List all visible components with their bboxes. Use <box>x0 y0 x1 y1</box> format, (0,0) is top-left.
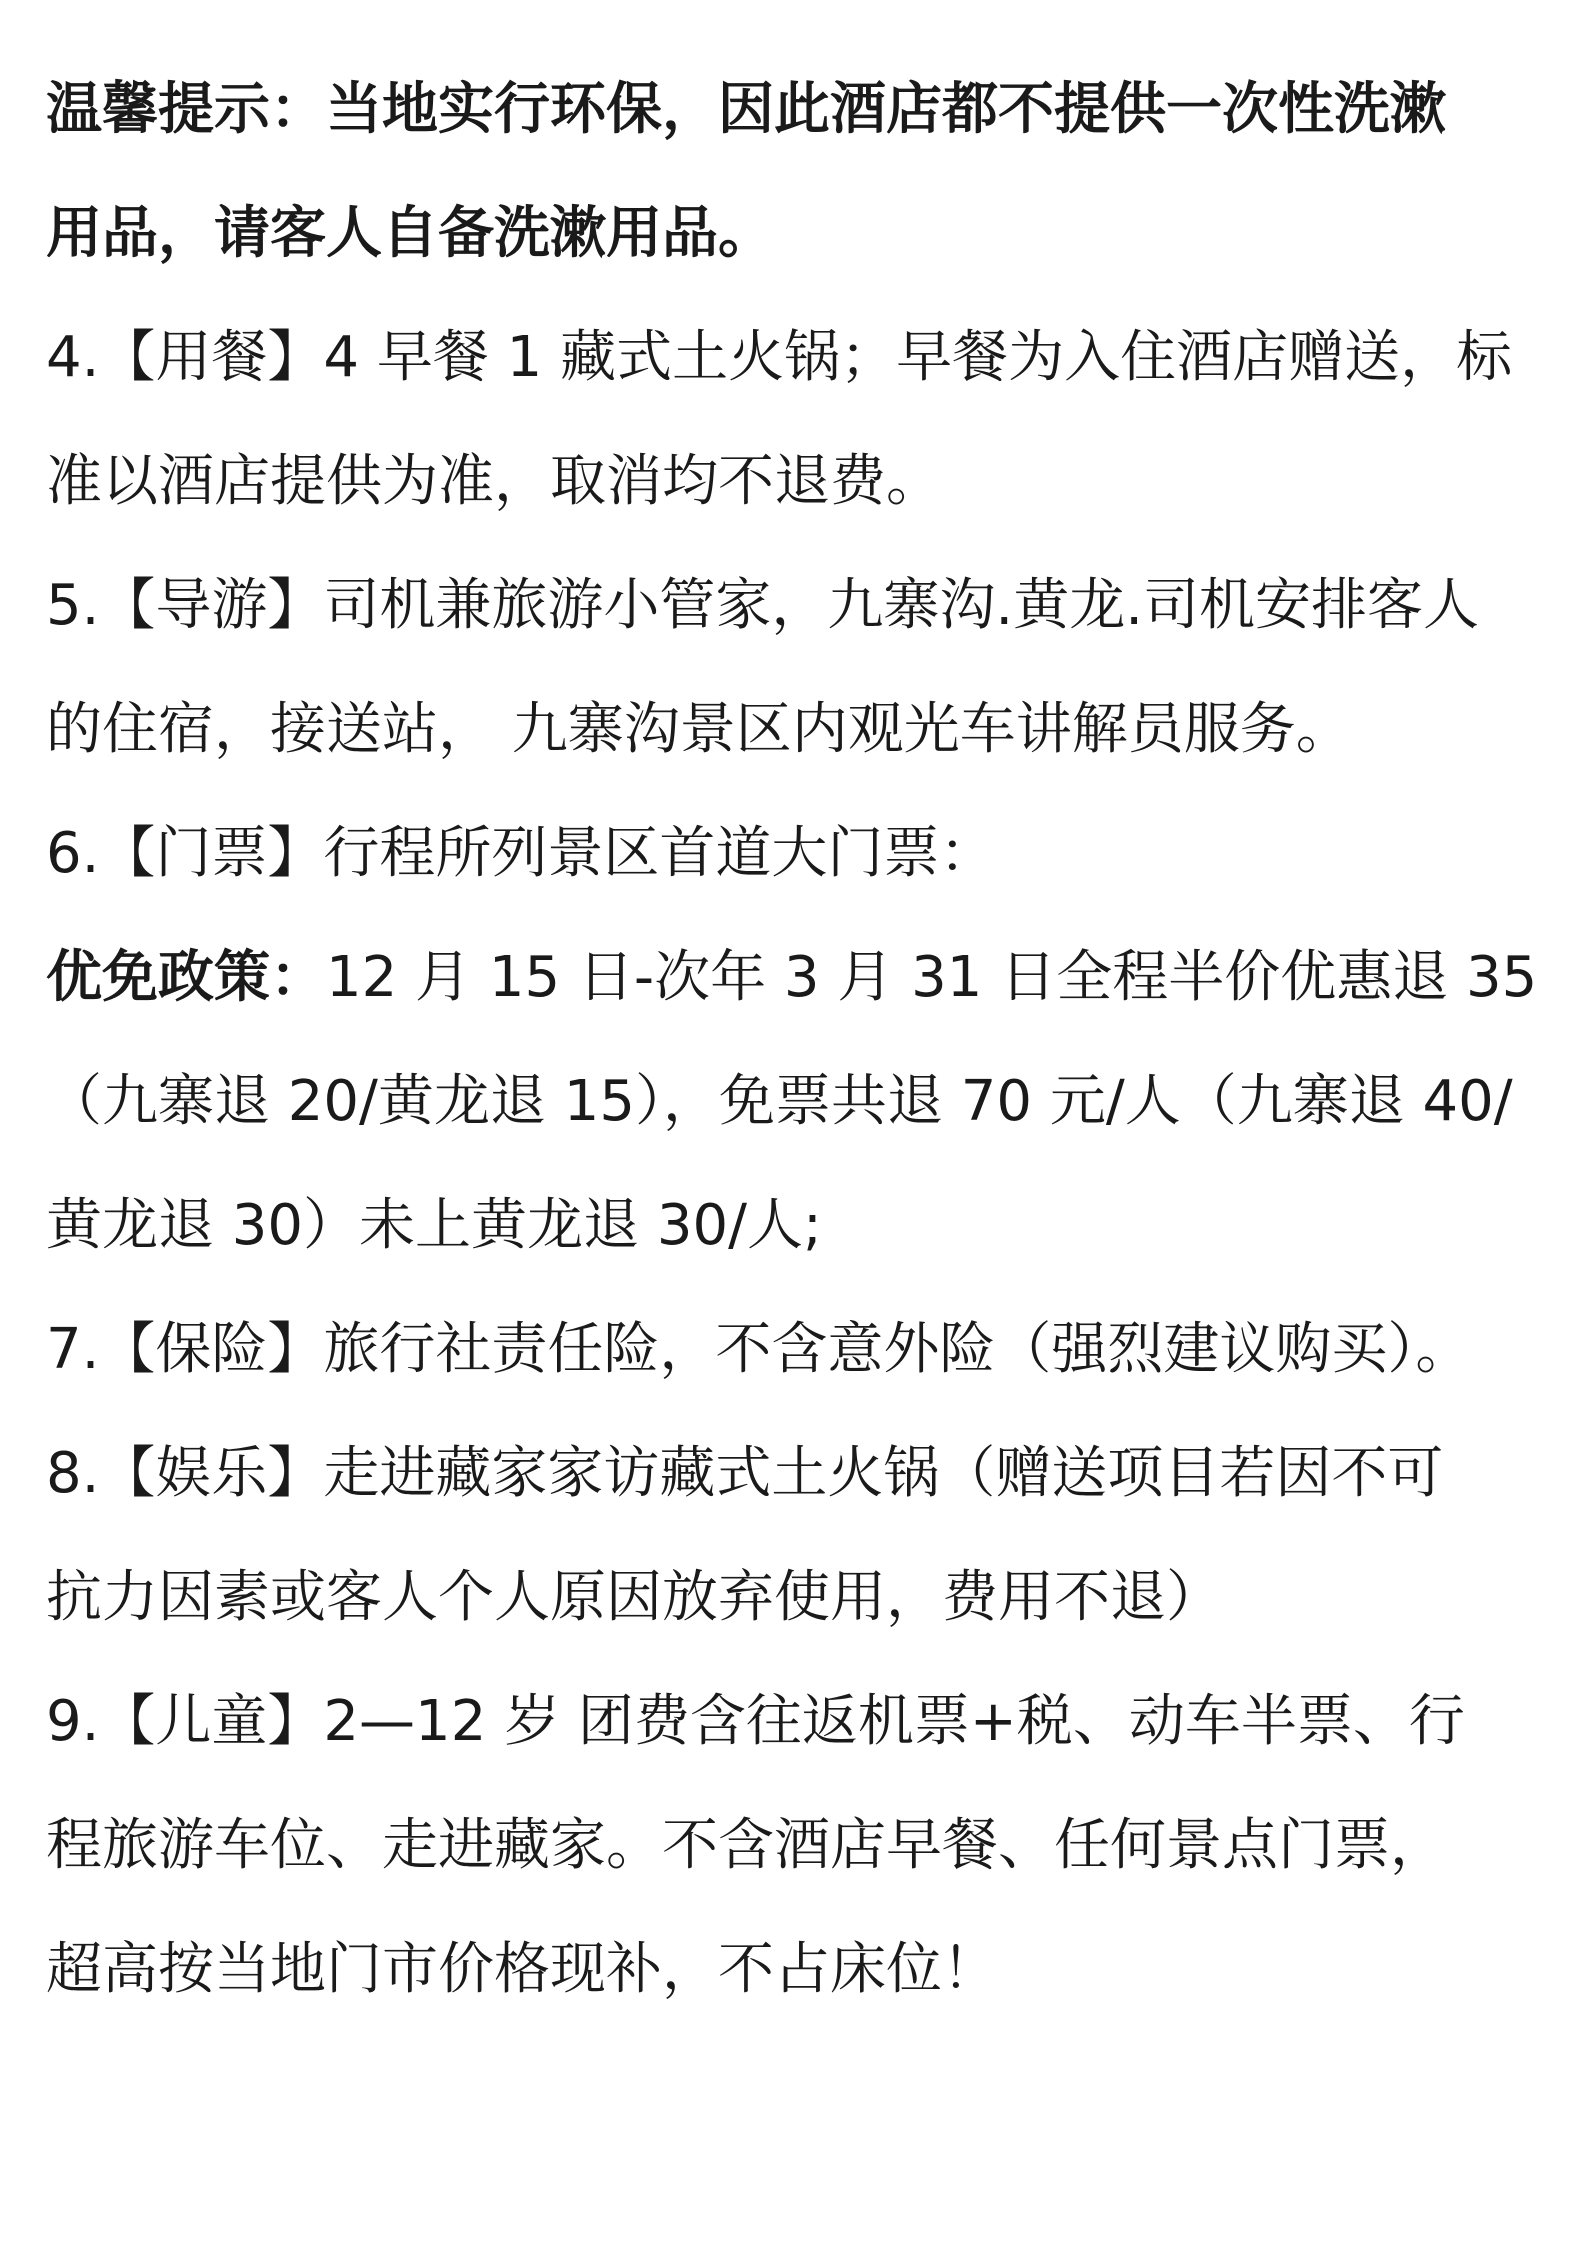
text-line-policy-3 <box>46 1164 1546 1288</box>
line-text: 7.【保险】旅行社责任险，不含意外险（强烈建议购买）。 <box>46 1317 1472 1382</box>
text-line-entertainment-1 <box>46 1412 1546 1536</box>
text-line-tickets-1 <box>46 792 1546 916</box>
text-line-children-3 <box>46 1908 1546 2032</box>
text-line-policy-2 <box>46 1040 1546 1164</box>
text-line-entertainment-2 <box>46 1536 1546 1660</box>
line-text: 抗力因素或客人个人原因放弃使用，费用不退） <box>46 1565 1222 1630</box>
line-text: 的住宿，接送站， 九寨沟景区内观光车讲解员服务。 <box>46 697 1352 762</box>
text-line-policy-1 <box>46 916 1546 1040</box>
document-body <box>46 48 1546 2032</box>
text-line-notice-1 <box>46 48 1546 172</box>
line-text: 4.【用餐】4 早餐 1 藏式土火锅；早餐为入住酒店赠送，标 <box>46 325 1513 390</box>
text-line-guide-2 <box>46 668 1546 792</box>
policy-bold-label: 优免政策： <box>46 945 326 1010</box>
line-text: 6.【门票】行程所列景区首道大门票： <box>46 821 996 886</box>
notice-bold-text: 温馨提示：当地实行环保，因此酒店都不提供一次性洗漱 <box>46 77 1446 142</box>
text-line-insurance-1 <box>46 1288 1546 1412</box>
line-text: 程旅游车位、走进藏家。不含酒店早餐、任何景点门票， <box>46 1813 1446 1878</box>
line-text: （九寨退 20/黄龙退 15），免票共退 70 元/人（九寨退 40/ <box>46 1069 1513 1134</box>
text-line-children-1 <box>46 1660 1546 1784</box>
text-line-meals-2 <box>46 420 1546 544</box>
text-line-guide-1 <box>46 544 1546 668</box>
line-text: 超高按当地门市价格现补，不占床位！ <box>46 1937 998 2002</box>
line-text: 12 月 15 日-次年 3 月 31 日全程半价优惠退 35 <box>326 945 1538 1010</box>
text-line-children-2 <box>46 1784 1546 1908</box>
line-text: 9.【儿童】2—12 岁 团费含往返机票+税、动车半票、行 <box>46 1689 1465 1754</box>
line-text: 5.【导游】司机兼旅游小管家，九寨沟.黄龙.司机安排客人 <box>46 573 1480 638</box>
text-line-meals-1 <box>46 296 1546 420</box>
line-text: 8.【娱乐】走进藏家家访藏式土火锅（赠送项目若因不可 <box>46 1441 1444 1506</box>
text-line-notice-2 <box>46 172 1546 296</box>
line-text: 准以酒店提供为准，取消均不退费。 <box>46 449 942 514</box>
line-text: 黄龙退 30）未上黄龙退 30/人; <box>46 1193 822 1258</box>
notice-bold-text: 用品，请客人自备洗漱用品。 <box>46 201 774 266</box>
